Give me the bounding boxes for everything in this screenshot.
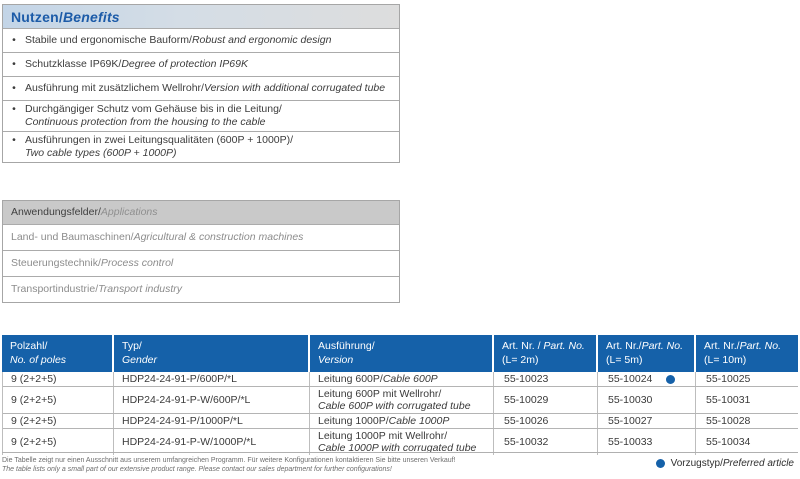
cell-version: Leitung 1000P mit Wellrohr/ Cable 1000P with corrugated tube xyxy=(309,429,493,455)
table-header-row xyxy=(2,335,798,372)
preferred-article-legend xyxy=(656,458,794,469)
cell-art-5m: 55-10027 xyxy=(597,414,695,428)
application-item xyxy=(3,224,399,250)
applications-section xyxy=(2,200,400,303)
bullet-icon: • xyxy=(12,34,16,46)
applications-title-en: Applications xyxy=(100,206,158,218)
cell-art-10m: 55-10034 xyxy=(695,429,799,455)
benefits-title xyxy=(3,5,399,28)
benefit-text-en: Degree of protection IP69K xyxy=(121,58,248,70)
column-header-type: Typ/ Gender xyxy=(112,335,308,372)
cell-version: Leitung 600P mit Wellrohr/ Cable 600P with corrugated tube xyxy=(309,387,493,413)
benefit-text-de: Durchgängiger Schutz vom Gehäuse bis in die Leitung/ xyxy=(25,103,282,115)
benefit-item xyxy=(3,131,399,162)
benefit-text-en: Two cable types (600P + 1000P) xyxy=(25,147,177,159)
column-header-part-no-5m: Art. Nr./Part. No. (L= 5m) xyxy=(596,335,694,372)
benefit-text-en: Robust and ergonomic design xyxy=(191,34,332,46)
cell-poles: 9 (2+2+5) xyxy=(11,436,57,448)
column-header-version: Ausführung/ Version xyxy=(308,335,492,372)
application-text-de: Steuerungstechnik/ xyxy=(11,257,101,269)
cell-version: Leitung 1000P/Cable 1000P xyxy=(309,414,493,428)
cell-art-2m: 55-10032 xyxy=(493,429,597,455)
bullet-icon: • xyxy=(12,58,16,70)
cell-poles: 9 (2+2+5) xyxy=(11,373,57,385)
table-row xyxy=(3,428,798,455)
legend-text-de: Vorzugstyp/ xyxy=(670,458,723,469)
part-number-table xyxy=(2,335,798,455)
cell-poles: 9 (2+2+5) xyxy=(11,415,57,427)
application-text-en: Process control xyxy=(100,257,174,269)
cell-type: HDP24-24-91-P/600P/*L xyxy=(113,372,309,386)
footer-note-de: Die Tabelle zeigt nur einen Ausschnitt aus unserem umfangreichen Programm. Für weitere Konfigurationen kontaktieren Sie bitte unseren Verkauf! xyxy=(2,457,456,464)
cell-art-5m: 55-10030 xyxy=(597,387,695,413)
cell-poles: 9 (2+2+5) xyxy=(11,394,57,406)
bullet-icon: • xyxy=(12,134,16,146)
table-row xyxy=(3,386,798,413)
benefits-title-en: Benefits xyxy=(62,9,120,25)
application-text-en: Transport industry xyxy=(98,283,182,295)
table-row xyxy=(3,372,798,386)
benefit-text-de: Stabile und ergonomische Bauform/ xyxy=(25,34,192,46)
applications-title xyxy=(3,201,399,224)
footer xyxy=(2,452,798,474)
preferred-article-dot-icon xyxy=(666,375,675,384)
cell-art-2m: 55-10026 xyxy=(493,414,597,428)
cell-art-5m: 55-10033 xyxy=(597,429,695,455)
benefit-text-de: Ausführung mit zusätzlichem Wellrohr/ xyxy=(25,82,204,94)
column-header-part-no-10m: Art. Nr./Part. No. (L= 10m) xyxy=(694,335,798,372)
table-row xyxy=(3,413,798,428)
applications-title-de: Anwendungsfelder/ xyxy=(11,206,101,218)
benefit-item xyxy=(3,52,399,76)
benefit-text-de: Ausführungen in zwei Leitungsqualitäten (600P + 1000P)/ xyxy=(25,134,294,146)
cell-art-10m: 55-10031 xyxy=(695,387,799,413)
cell-type: HDP24-24-91-P-W/600P/*L xyxy=(113,387,309,413)
application-item xyxy=(3,250,399,276)
cell-type: HDP24-24-91-P-W/1000P/*L xyxy=(113,429,309,455)
footer-notes xyxy=(2,456,562,474)
cell-type: HDP24-24-91-P/1000P/*L xyxy=(113,414,309,428)
column-header-part-no-2m: Art. Nr. / Part. No. (L= 2m) xyxy=(492,335,596,372)
cell-art-10m: 55-10028 xyxy=(695,414,799,428)
benefits-title-de: Nutzen/ xyxy=(11,9,63,25)
legend-text-en: Preferred article xyxy=(722,458,794,469)
cell-art-2m: 55-10029 xyxy=(493,387,597,413)
footer-note-en: The table lists only a small part of our extensive product range. Please contact our sales department for further configurations! xyxy=(2,466,392,473)
bullet-icon: • xyxy=(12,103,16,115)
bullet-icon: • xyxy=(12,82,16,94)
benefits-section xyxy=(2,4,400,163)
benefit-item xyxy=(3,28,399,52)
application-text-de: Land- und Baumaschinen/ xyxy=(11,231,134,243)
benefit-text-en: Continuous protection from the housing to the cable xyxy=(25,116,266,128)
benefit-text-en: Version with additional corrugated tube xyxy=(203,82,386,94)
table-body xyxy=(2,372,798,455)
preferred-article-dot-icon xyxy=(656,459,665,468)
benefit-text-de: Schutzklasse IP69K/ xyxy=(25,58,122,70)
application-text-en: Agricultural & construction machines xyxy=(133,231,304,243)
benefit-item xyxy=(3,76,399,100)
cell-art-10m: 55-10025 xyxy=(695,372,799,386)
application-item xyxy=(3,276,399,302)
benefit-item xyxy=(3,100,399,131)
column-header-poles: Polzahl/ No. of poles xyxy=(2,335,112,372)
cell-version: Leitung 600P/Cable 600P xyxy=(309,372,493,386)
cell-art-2m: 55-10023 xyxy=(493,372,597,386)
application-text-de: Transportindustrie/ xyxy=(11,283,99,295)
cell-art-5m: 55-10024 xyxy=(597,372,695,386)
